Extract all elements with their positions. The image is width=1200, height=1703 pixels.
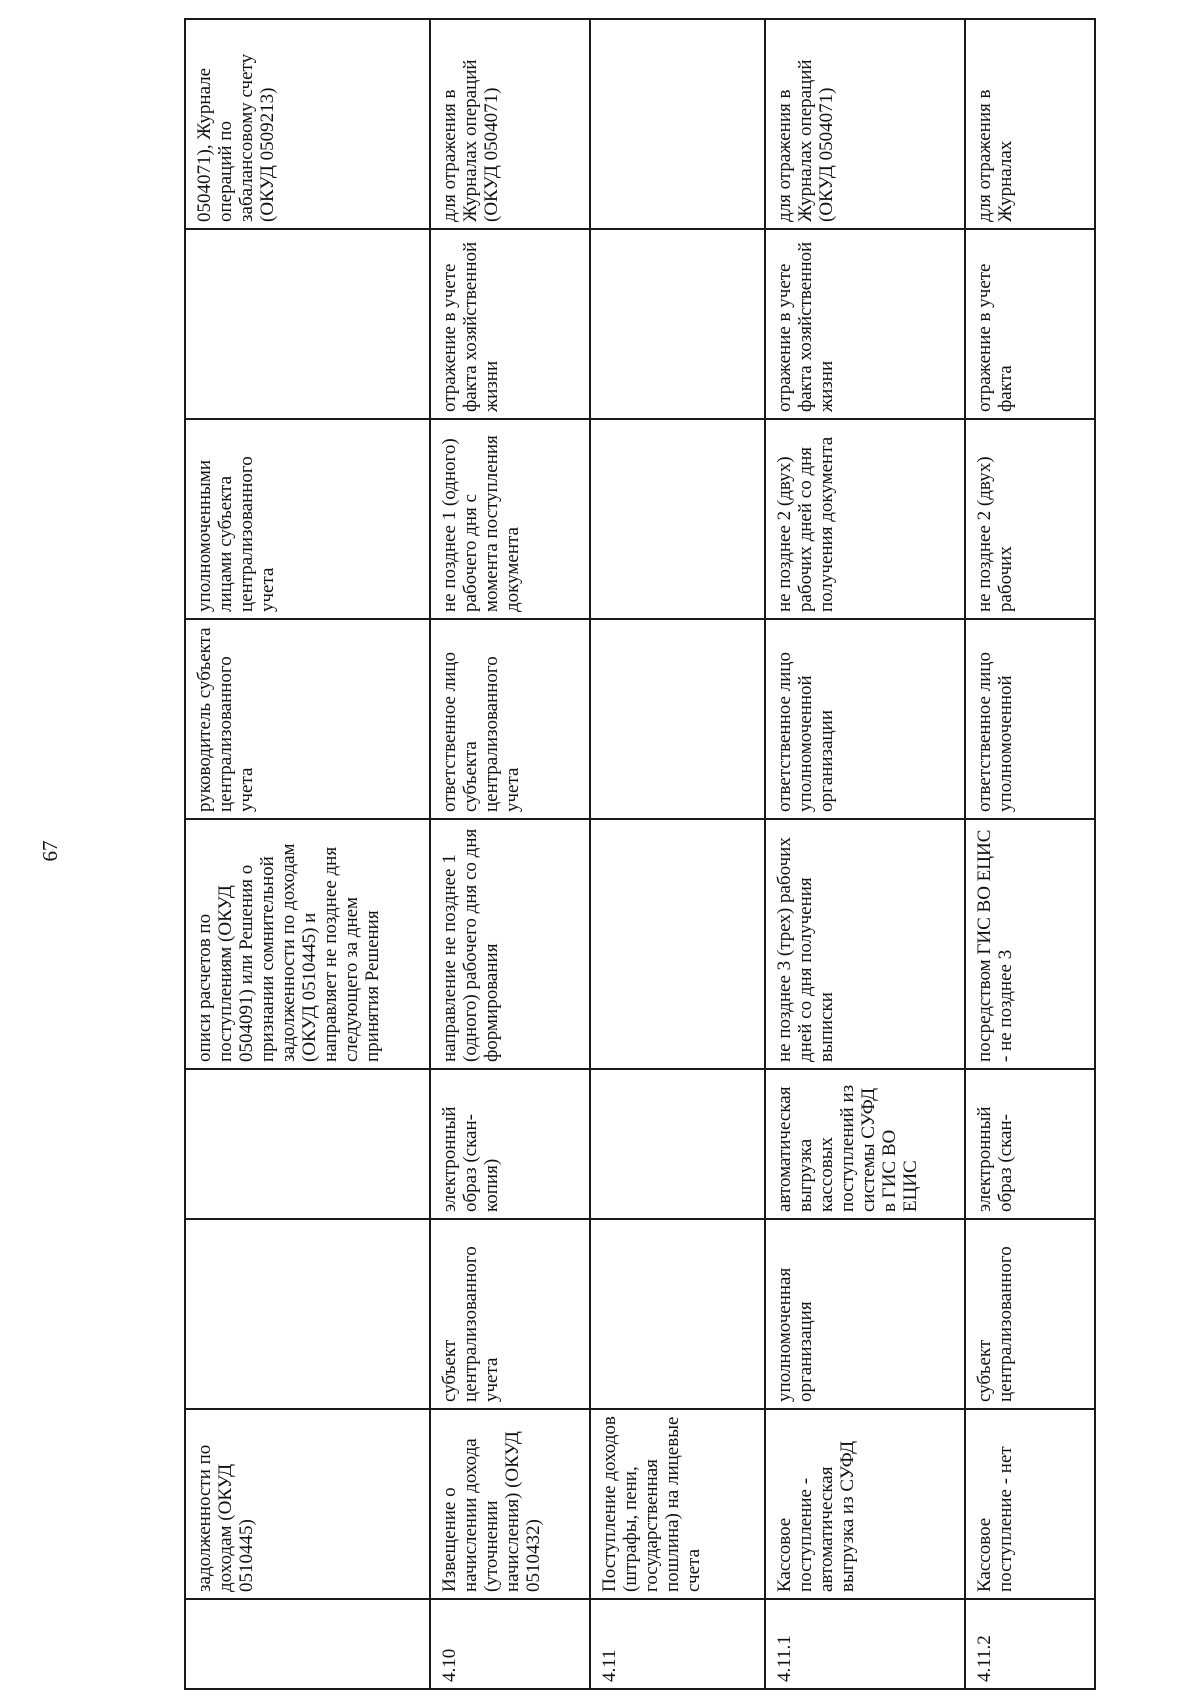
table-cell: ответственное лицо уполномоченной организации [765, 619, 965, 819]
table-cell: для отражения в Журналах [965, 19, 1095, 229]
table-cell: автоматическая выгрузка кассовых поступлений из системы СУФД в ГИС ВО ЕЦИС [765, 1069, 965, 1219]
table-cell: направление не позднее 1 (одного) рабочего дня со дня формирования [430, 819, 590, 1069]
table-cell [185, 229, 430, 419]
row-number-cell: 4.11.2 [965, 1599, 1095, 1689]
table-cell [590, 1219, 765, 1409]
table-cell: Кассовое поступление - автоматическая выгрузка из СУФД [765, 1409, 965, 1599]
table-cell [590, 419, 765, 619]
table-cell: не позднее 2 (двух) рабочих [965, 419, 1095, 619]
row-number-cell [185, 1599, 430, 1689]
table-body [185, 19, 1095, 1689]
table-cell: субъект централизованного учета [430, 1219, 590, 1409]
table-cell: Поступление доходов (штрафы, пени, государственная пошлина) на лицевые счета [590, 1409, 765, 1599]
table-cell: для отражения в Журналах операций (ОКУД 0504071) [765, 19, 965, 229]
table-row [430, 19, 590, 1689]
table-cell: Кассовое поступление - нет [965, 1409, 1095, 1599]
table-cell [590, 819, 765, 1069]
row-number-cell: 4.11 [590, 1599, 765, 1689]
table-cell: отражение в учете факта хозяйственной жизни [430, 229, 590, 419]
table-cell: задолженности по доходам (ОКУД 0510445) [185, 1409, 430, 1599]
table-row [965, 19, 1095, 1689]
table-cell: 0504071), Журнале операций по забалансовому счету (ОКУД 0509213) [185, 19, 430, 229]
table-row [185, 19, 430, 1689]
document-table [184, 18, 1096, 1690]
table-row [590, 19, 765, 1689]
table-cell: субъект централизованного [965, 1219, 1095, 1409]
table-cell: не позднее 2 (двух) рабочих дней со дня получения документа [765, 419, 965, 619]
table-cell: не позднее 1 (одного) рабочего дня с момента поступления документа [430, 419, 590, 619]
table-cell [185, 1219, 430, 1409]
table-cell [590, 1069, 765, 1219]
table-cell: посредством ГИС ВО ЕЦИС - не позднее 3 [965, 819, 1095, 1069]
table-cell: не позднее 3 (трех) рабочих дней со дня получения выписки [765, 819, 965, 1069]
table-cell: Извещение о начислении дохода (уточнении начисления) (ОКУД 0510432) [430, 1409, 590, 1599]
table-cell: отражение в учете факта [965, 229, 1095, 419]
table-cell: уполномоченная организация [765, 1219, 965, 1409]
table-cell: отражение в учете факта хозяйственной жизни [765, 229, 965, 419]
row-number-cell: 4.10 [430, 1599, 590, 1689]
row-number-cell: 4.11.1 [765, 1599, 965, 1689]
table-cell [590, 229, 765, 419]
table-cell: описи расчетов по поступлениям (ОКУД 0504091) или Решения о признании сомнительной задолженности по доходам (ОКУД 0510445) и направляет не позднее дня следующего за днем принятия Решения [185, 819, 430, 1069]
table-row [765, 19, 965, 1689]
table-cell: ответственное лицо субъекта централизованного учета [430, 619, 590, 819]
table-cell: для отражения в Журналах операций (ОКУД 0504071) [430, 19, 590, 229]
table-cell: электронный образ (скан- [965, 1069, 1095, 1219]
page-number: 67 [38, 840, 62, 862]
table-cell [590, 619, 765, 819]
table-cell: руководитель субъекта централизованного учета [185, 619, 430, 819]
table-cell: электронный образ (скан-копия) [430, 1069, 590, 1219]
table-cell: ответственное лицо уполномоченной [965, 619, 1095, 819]
table-cell: уполномоченными лицами субъекта централизованного учета [185, 419, 430, 619]
table-cell [185, 1069, 430, 1219]
rotated-table-wrapper [184, 20, 1094, 1690]
table-cell [590, 19, 765, 229]
